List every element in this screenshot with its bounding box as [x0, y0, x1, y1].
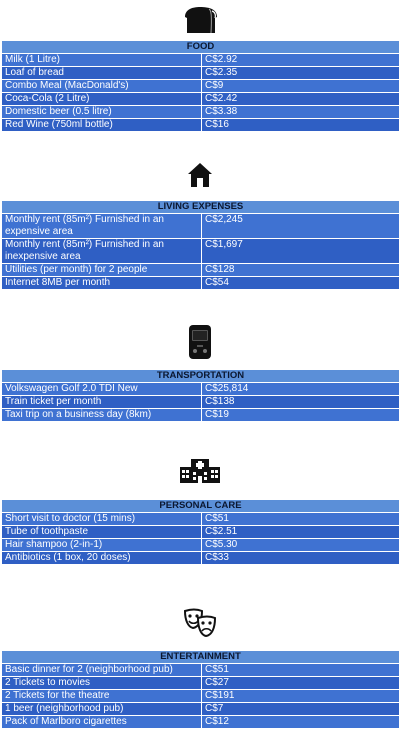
item-label: Monthly rent (85m²) Furnished in an inexpensive area [2, 239, 202, 264]
table-row [2, 513, 400, 526]
bread-icon [0, 5, 400, 35]
entertainment-table [1, 650, 400, 729]
table-row [2, 93, 400, 106]
table-row [2, 239, 400, 264]
item-label: Utilities (per month) for 2 people [2, 264, 202, 277]
section-title: FOOD [2, 41, 400, 54]
item-label: Antibiotics (1 box, 20 doses) [2, 552, 202, 565]
price-value: C$2.42 [202, 93, 400, 106]
item-label: Monthly rent (85m²) Furnished in an expensive area [2, 214, 202, 239]
item-label: Milk (1 Litre) [2, 54, 202, 67]
table-row [2, 526, 400, 539]
transportation-table [1, 369, 400, 422]
item-label: 2 Tickets to movies [2, 677, 202, 690]
price-value: C$54 [202, 277, 400, 290]
price-value: C$25,814 [202, 383, 400, 396]
item-label: Hair shampoo (2-in-1) [2, 539, 202, 552]
item-label: 2 Tickets for the theatre [2, 690, 202, 703]
item-label: Train ticket per month [2, 396, 202, 409]
price-value: C$138 [202, 396, 400, 409]
price-value: C$16 [202, 119, 400, 132]
price-value: C$51 [202, 513, 400, 526]
item-label: Coca-Cola (2 Litre) [2, 93, 202, 106]
item-label: Red Wine (750ml bottle) [2, 119, 202, 132]
table-row [2, 383, 400, 396]
price-value: C$3.38 [202, 106, 400, 119]
table-row [2, 716, 400, 729]
table-row [2, 690, 400, 703]
price-value: C$5.30 [202, 539, 400, 552]
personal-care-section [0, 499, 400, 565]
table-row [2, 396, 400, 409]
table-row [2, 264, 400, 277]
item-label: Basic dinner for 2 (neighborhood pub) [2, 664, 202, 677]
price-value: C$12 [202, 716, 400, 729]
price-value: C$2.92 [202, 54, 400, 67]
theatre-masks-icon [0, 608, 400, 638]
item-label: Pack of Marlboro cigarettes [2, 716, 202, 729]
table-row [2, 106, 400, 119]
price-value: C$19 [202, 409, 400, 422]
item-label: Volkswagen Golf 2.0 TDI New [2, 383, 202, 396]
table-row [2, 703, 400, 716]
food-table [1, 40, 400, 132]
price-value: C$27 [202, 677, 400, 690]
price-value: C$51 [202, 664, 400, 677]
item-label: Loaf of bread [2, 67, 202, 80]
table-row [2, 119, 400, 132]
item-label: Domestic beer (0.5 litre) [2, 106, 202, 119]
item-label: Taxi trip on a business day (8km) [2, 409, 202, 422]
price-value: C$1,697 [202, 239, 400, 264]
hospital-icon [0, 457, 400, 483]
price-value: C$2,245 [202, 214, 400, 239]
price-value: C$191 [202, 690, 400, 703]
table-row [2, 409, 400, 422]
table-row [2, 277, 400, 290]
table-row [2, 67, 400, 80]
house-icon [0, 162, 400, 188]
table-row [2, 539, 400, 552]
personal-care-table [1, 499, 400, 565]
item-label: Internet 8MB per month [2, 277, 202, 290]
train-icon [0, 324, 400, 360]
section-title: PERSONAL CARE [2, 500, 400, 513]
price-value: C$9 [202, 80, 400, 93]
item-label: Combo Meal (MacDonald's) [2, 80, 202, 93]
table-row [2, 54, 400, 67]
table-row [2, 552, 400, 565]
price-value: C$2.35 [202, 67, 400, 80]
table-row [2, 80, 400, 93]
price-value: C$2.51 [202, 526, 400, 539]
table-row [2, 677, 400, 690]
entertainment-section [0, 650, 400, 729]
living-expenses-section [0, 200, 400, 290]
table-row [2, 664, 400, 677]
section-title: LIVING EXPENSES [2, 201, 400, 214]
table-row [2, 214, 400, 239]
section-title: ENTERTAINMENT [2, 651, 400, 664]
living-expenses-table [1, 200, 400, 290]
section-title: TRANSPORTATION [2, 370, 400, 383]
item-label: 1 beer (neighborhood pub) [2, 703, 202, 716]
price-value: C$33 [202, 552, 400, 565]
food-section [0, 40, 400, 132]
price-value: C$128 [202, 264, 400, 277]
item-label: Tube of toothpaste [2, 526, 202, 539]
item-label: Short visit to doctor (15 mins) [2, 513, 202, 526]
transportation-section [0, 369, 400, 422]
price-value: C$7 [202, 703, 400, 716]
